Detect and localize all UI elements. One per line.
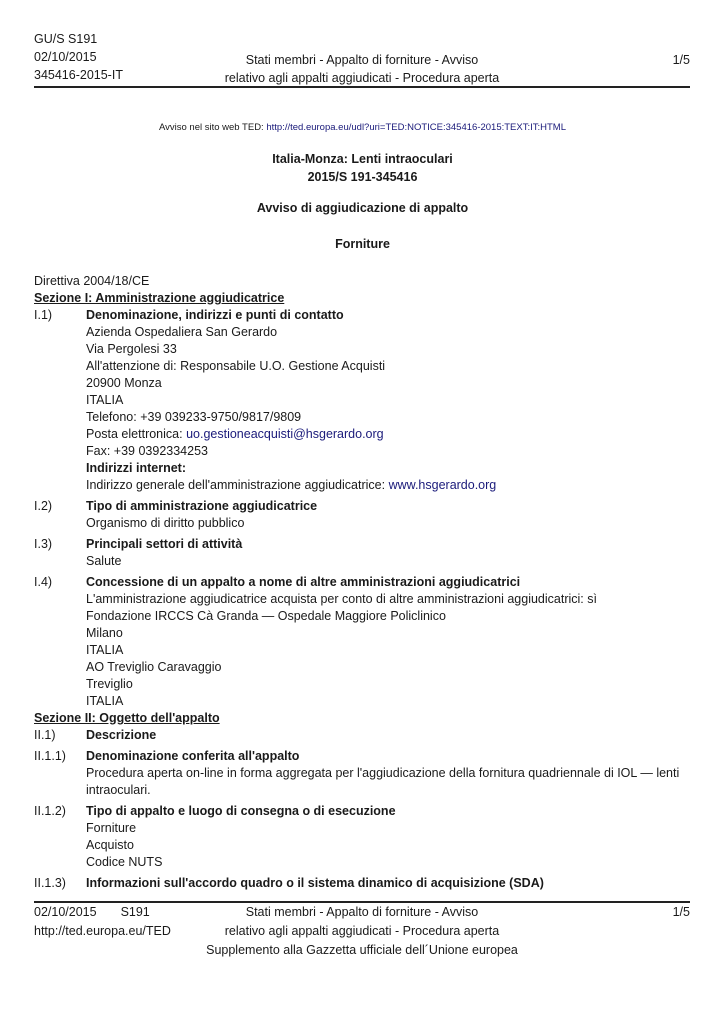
contact-city: 20900 Monza (86, 376, 162, 390)
item-number: I.1) (34, 308, 53, 322)
item-i4 (34, 574, 690, 710)
contact-name: Azienda Ospedaliera San Gerardo (86, 325, 278, 339)
email-label: Posta elettronica: (86, 427, 183, 441)
contact-fax: Fax: +39 0392334253 (86, 444, 208, 458)
website-link[interactable]: www.hsgerardo.org (388, 478, 497, 492)
directive: Direttiva 2004/18/CE (34, 274, 150, 288)
item-number: I.3) (34, 537, 53, 551)
item-title: Denominazione conferita all'appalto (86, 749, 300, 763)
item-i1 (34, 307, 690, 494)
item-line: Milano (86, 626, 123, 640)
item-line: Codice NUTS (86, 855, 163, 869)
item-line: ITALIA (86, 643, 124, 657)
footer-center (34, 903, 690, 960)
item-ii12 (34, 803, 690, 871)
internet-label: Indirizzo generale dell'amministrazione aggiudicatrice: (86, 478, 386, 492)
item-ii13 (34, 875, 690, 892)
footer-center-line2: relativo agli appalti aggiudicati - Procedura aperta (224, 924, 500, 938)
header-center (34, 51, 690, 87)
notice-body (34, 273, 690, 892)
contact-street: Via Pergolesi 33 (86, 342, 177, 356)
internet-title: Indirizzi internet: (86, 461, 186, 475)
footer-date: 02/10/2015 (34, 905, 97, 919)
header-date: 02/10/2015 (34, 50, 97, 64)
item-line: L'amministrazione aggiudicatrice acquista per conto di altre amministrazioni aggiudicatrici: sì (86, 592, 597, 606)
item-value: Procedura aperta on-line in forma aggregata per l'aggiudicazione della fornitura quadriennale di IOL — lenti intraoculari. (86, 766, 680, 797)
header-rule (34, 86, 690, 88)
notice-number: 2015/S 191-345416 (307, 170, 418, 184)
item-title: Tipo di appalto e luogo di consegna o di esecuzione (86, 804, 396, 818)
item-number: II.1.2) (34, 804, 66, 818)
header-center-line1: Stati membri - Appalto di forniture - Avviso (245, 53, 479, 67)
section-2-heading: Sezione II: Oggetto dell'appalto (34, 711, 220, 725)
footer-site-link[interactable]: http://ted.europa.eu/TED (34, 924, 171, 938)
item-number: I.2) (34, 499, 53, 513)
item-ii11 (34, 748, 690, 799)
header-issue: GU/S S191 (34, 32, 98, 46)
item-title: Denominazione, indirizzi e punti di contatto (86, 308, 344, 322)
section-1-heading: Sezione I: Amministrazione aggiudicatrice (34, 291, 285, 305)
ted-notice-link[interactable]: http://ted.europa.eu/udl?uri=TED:NOTICE:345416-2015:TEXT:IT:HTML (266, 122, 567, 133)
item-number: II.1.3) (34, 876, 66, 890)
header-page-number: 1/5 (672, 53, 690, 67)
contact-country: ITALIA (86, 393, 124, 407)
contract-type: Forniture (335, 237, 390, 251)
item-i3 (34, 536, 690, 570)
item-line: ITALIA (86, 694, 124, 708)
item-title: Descrizione (86, 728, 157, 742)
item-number: II.1.1) (34, 749, 66, 763)
internet-row (86, 477, 690, 494)
item-line: Treviglio (86, 677, 133, 691)
item-title: Principali settori di attività (86, 537, 243, 551)
item-line: Acquisto (86, 838, 134, 852)
item-title: Tipo di amministrazione aggiudicatrice (86, 499, 318, 513)
notice-title: Italia-Monza: Lenti intraoculari (272, 152, 453, 166)
item-i2 (34, 498, 690, 532)
item-title: Informazioni sull'accordo quadro o il sistema dinamico di acquisizione (SDA) (86, 876, 544, 890)
footer-series: S191 (120, 905, 150, 919)
footer-center-line1: Stati membri - Appalto di forniture - Avviso (245, 905, 479, 919)
item-number: I.4) (34, 575, 53, 589)
item-value: Salute (86, 554, 122, 568)
footer-page-number: 1/5 (672, 905, 690, 919)
item-title: Concessione di un appalto a nome di altre amministrazioni aggiudicatrici (86, 575, 521, 589)
contact-email-row (86, 426, 690, 443)
contact-attention: All'attenzione di: Responsabile U.O. Gestione Acquisti (86, 359, 386, 373)
footer-center-line3: Supplemento alla Gazzetta ufficiale dell´Unione europea (206, 943, 518, 957)
item-line: AO Treviglio Caravaggio (86, 660, 222, 674)
item-number: II.1) (34, 728, 56, 742)
ted-prefix: Avviso nel sito web TED: (158, 122, 264, 133)
ted-notice-line (0, 122, 725, 133)
item-line: Forniture (86, 821, 137, 835)
item-value: Organismo di diritto pubblico (86, 516, 245, 530)
item-ii1 (34, 727, 690, 744)
item-line: Fondazione IRCCS Cà Granda — Ospedale Maggiore Policlinico (86, 609, 446, 623)
email-link[interactable]: uo.gestioneacquisti@hsgerardo.org (186, 427, 384, 441)
header-center-line2: relativo agli appalti aggiudicati - Procedura aperta (224, 71, 500, 85)
notice-type: Avviso di aggiudicazione di appalto (256, 201, 469, 215)
header-notice-id: 345416-2015-IT (34, 68, 123, 82)
contact-phone: Telefono: +39 039233-9750/9817/9809 (86, 410, 302, 424)
page-header (34, 30, 690, 86)
